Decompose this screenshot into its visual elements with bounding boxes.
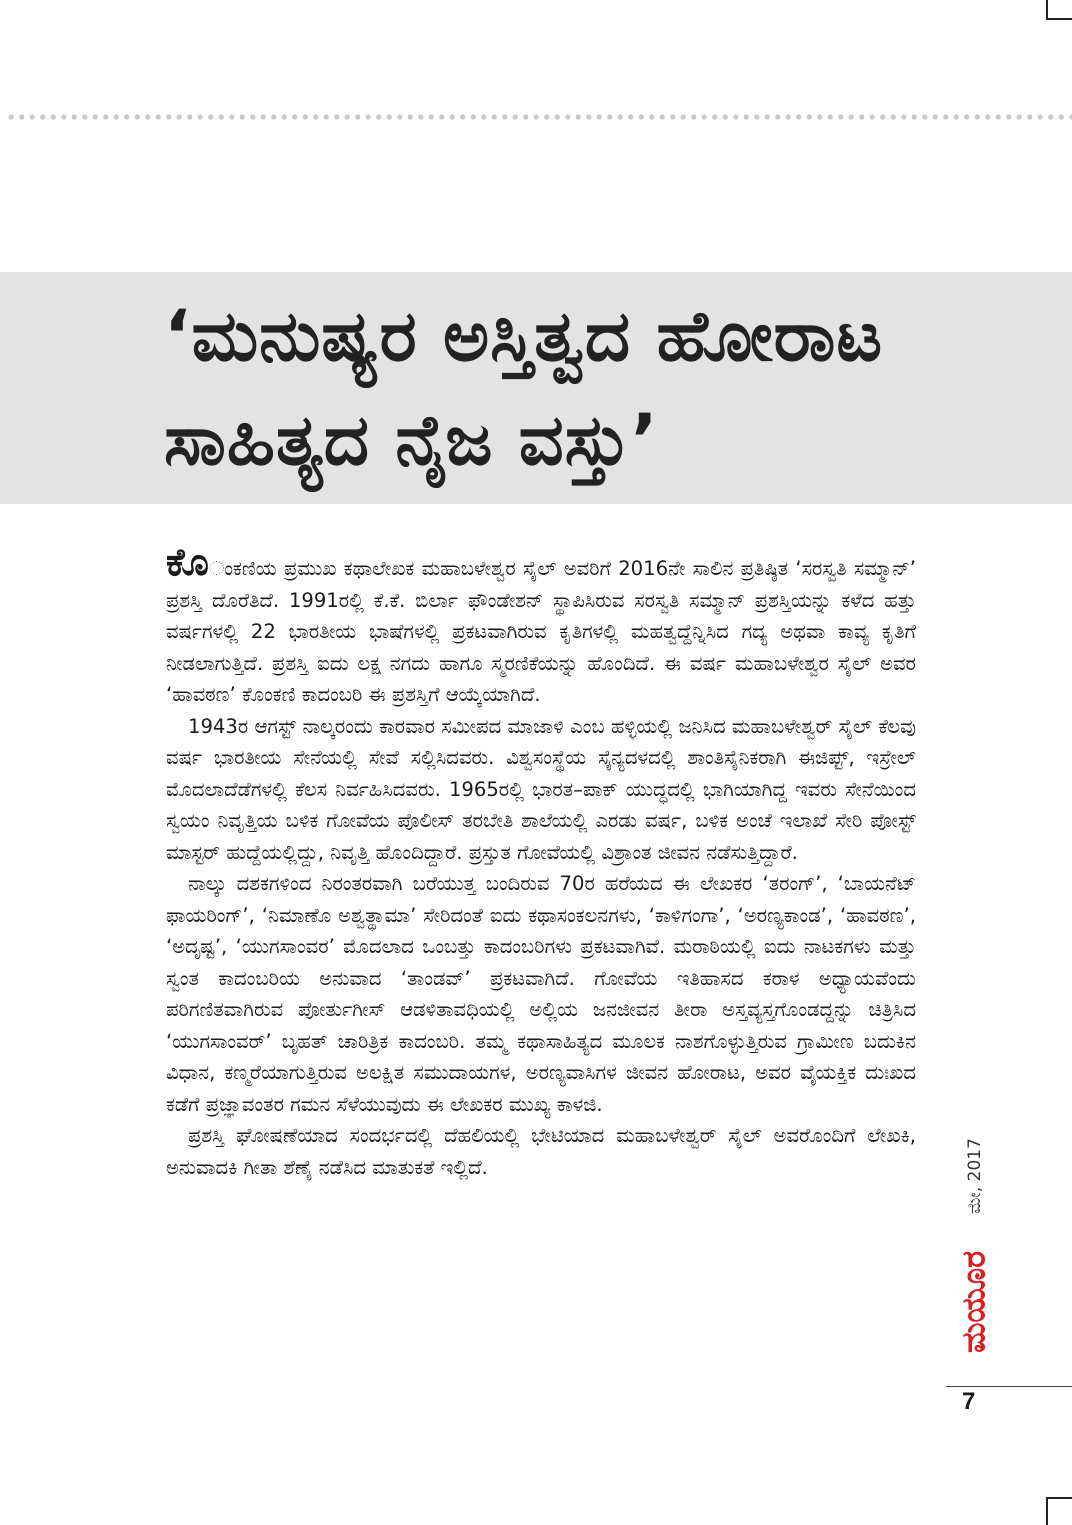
page-number-rule bbox=[946, 1386, 1072, 1387]
paragraph-4: ಪ್ರಶಸ್ತಿ ಘೋಷಣೆಯಾದ ಸಂದರ್ಭದಲ್ಲಿ ದೆಹಲಿಯಲ್ಲಿ ಭೇಟಿಯಾದ ಮಹಾಬಳೇಶ್ವರ್ ಸೈಲ್ ಅವರೊಂದಿಗೆ ಲೇಖಕಿ, ಅನುವಾದಕಿ ಗೀತಾ ಶೆಣೈ ನಡೆಸಿದ ಮಾತುಕತೆ ಇಲ್ಲಿದೆ. bbox=[166, 1124, 916, 1179]
crop-mark-bottom-right bbox=[1046, 1497, 1072, 1525]
paragraph-1-text: ಂಕಣಿಯ ಪ್ರಮುಖ ಕಥಾಲೇಖಕ ಮಹಾಬಳೇಶ್ವರ ಸೈಲ್ ಅವರಿಗೆ 2016ನೇ ಸಾಲಿನ ಪ್ರತಿಷ್ಠಿತ ‘ಸರಸ್ವತಿ ಸಮ್ಮಾನ್’ ಪ್ರಶಸ್ತಿ ದೊರೆತಿದೆ. 1991ರಲ್ಲಿ ಕೆ.ಕೆ. ಬಿರ್ಲಾ ಫೌಂಡೇಶನ್ ಸ್ಥಾಪಿಸಿರುವ ಸರಸ್ವತಿ ಸಮ್ಮಾನ್ ಪ್ರಶಸ್ತಿಯನ್ನು ಕಳೆದ ಹತ್ತು ವರ್ಷಗಳಲ್ಲಿ 22 ಭಾರತೀಯ ಭಾಷೆಗಳಲ್ಲಿ ಪ್ರಕಟವಾಗಿರುವ ಕೃತಿಗಳಲ್ಲಿ ಮಹತ್ವದ್ದೆನ್ನಿಸಿದ ಗದ್ಯ ಅಥವಾ ಕಾವ್ಯ ಕೃತಿಗೆ ನೀಡಲಾಗುತ್ತಿದೆ. ಪ್ರಶಸ್ತಿ ಐದು ಲಕ್ಷ ನಗದು ಹಾಗೂ ಸ್ಮರಣಿಕೆಯನ್ನು ಹೊಂದಿದೆ. ಈ ವರ್ಷ ಮಹಾಬಳೇಶ್ವರ ಸೈಲ್ ಅವರ ‘ಹಾವಠಣ’ ಕೊಂಕಣಿ ಕಾದಂಬರಿ ಈ ಪ್ರಶಸ್ತಿಗೆ ಆಯ್ಕೆಯಾಗಿದೆ. bbox=[166, 557, 916, 706]
title-line-2: ಸಾಹಿತ್ಯದ ನೈಜ ವಸ್ತು’ bbox=[164, 399, 659, 481]
paragraph-2: 1943ರ ಆಗಸ್ಟ್ ನಾಲ್ಕರಂದು ಕಾರವಾರ ಸಮೀಪದ ಮಾಜಾಳಿ ಎಂಬ ಹಳ್ಳಿಯಲ್ಲಿ ಜನಿಸಿದ ಮಹಾಬಳೇಶ್ವರ್ ಸೈಲ್ ಕೆಲವು ವರ್ಷ ಭಾರತೀಯ ಸೇನೆಯಲ್ಲಿ ಸೇವೆ ಸಲ್ಲಿಸಿದವರು. ವಿಶ್ವಸಂಸ್ಥೆಯ ಸೈನ್ಯದಳದಲ್ಲಿ ಶಾಂತಿಸೈನಿಕರಾಗಿ ಈಜಿಪ್ಟ್, ಇಸ್ರೇಲ್ ಮೊದಲಾದೆಡೆಗಳಲ್ಲಿ ಕೆಲಸ ನಿರ್ವಹಿಸಿದವರು. 1965ರಲ್ಲಿ ಭಾರತ–ಪಾಕ್ ಯುದ್ಧದಲ್ಲಿ ಭಾಗಿಯಾಗಿದ್ದ ಇವರು ಸೇನೆಯಿಂದ ಸ್ವಯಂ ನಿವೃತ್ತಿಯ ಬಳಿಕ ಗೋವೆಯ ಪೊಲೀಸ್ ತರಬೇತಿ ಶಾಲೆಯಲ್ಲಿ ಎರಡು ವರ್ಷ, ಬಳಿಕ ಅಂಚೆ ಇಲಾಖೆ ಸೇರಿ ಪೋಸ್ಟ್ ಮಾಸ್ಟರ್ ಹುದ್ದೆಯಲ್ಲಿದ್ದು, ನಿವೃತ್ತಿ ಹೊಂದಿದ್ದಾರೆ. ಪ್ರಸ್ತುತ ಗೋವೆಯಲ್ಲಿ ವಿಶ್ರಾಂತ ಜೀವನ ನಡೆಸುತ್ತಿದ್ದಾರೆ. bbox=[166, 714, 916, 864]
page-number: 7 bbox=[962, 1388, 976, 1415]
crop-mark-top-right bbox=[1046, 0, 1072, 20]
article-body bbox=[166, 540, 916, 1183]
dotted-separator bbox=[6, 114, 1072, 120]
magazine-logo bbox=[950, 1232, 998, 1372]
magazine-logo-text: ಮಯೂರ bbox=[954, 1250, 993, 1354]
article-title bbox=[164, 284, 1044, 492]
issue-date bbox=[960, 1136, 990, 1216]
drop-cap: ಕೊ bbox=[166, 540, 209, 584]
issue-date-text: ಮೇ, 2017 bbox=[965, 1138, 985, 1214]
paragraph-3: ನಾಲ್ಕು ದಶಕಗಳಿಂದ ನಿರಂತರವಾಗಿ ಬರೆಯುತ್ತ ಬಂದಿರುವ 70ರ ಹರೆಯದ ಈ ಲೇಖಕರ ‘ತರಂಗ್’, ‘ಬಾಯನೆಟ್ ಫಾಯರಿಂಗ್’, ‘ನಿಮಾಣೊ ಅಶ್ವತ್ಥಾಮಾ’ ಸೇರಿದಂತೆ ಐದು ಕಥಾಸಂಕಲನಗಳು, ‘ಕಾಳಿಗಂಗಾ’, ‘ಅರಣ್ಯಕಾಂಡ’, ‘ಹಾವಠಣ’, ‘ಅದೃಷ್ಟ’, ‘ಯುಗಸಾಂವರ’ ಮೊದಲಾದ ಒಂಬತ್ತು ಕಾದಂಬರಿಗಳು ಪ್ರಕಟವಾಗಿವೆ. ಮರಾಠಿಯಲ್ಲಿ ಐದು ನಾಟಕಗಳು ಮತ್ತು ಸ್ವಂತ ಕಾದಂಬರಿಯ ಅನುವಾದ ‘ತಾಂಡವ್’ ಪ್ರಕಟವಾಗಿದೆ. ಗೋವೆಯ ಇತಿಹಾಸದ ಕರಾಳ ಅಧ್ಯಾಯವೆಂದು ಪರಿಗಣಿತವಾಗಿರುವ ಪೋರ್ತುಗೀಸ್ ಆಡಳಿತಾವಧಿಯಲ್ಲಿ ಅಲ್ಲಿಯ ಜನಜೀವನ ತೀರಾ ಅಸ್ತವ್ಯಸ್ತಗೊಂಡದ್ದನ್ನು ಚಿತ್ರಿಸಿದ ‘ಯುಗಸಾಂವರ್’ ಬೃಹತ್ ಚಾರಿತ್ರಿಕ ಕಾದಂಬರಿ. ತಮ್ಮ ಕಥಾಸಾಹಿತ್ಯದ ಮೂಲಕ ನಾಶಗೊಳ್ಳುತ್ತಿರುವ ಗ್ರಾಮೀಣ ಬದುಕಿನ ವಿಧಾನ, ಕಣ್ಮರೆಯಾಗುತ್ತಿರುವ ಅಲಕ್ಷಿತ ಸಮುದಾಯಗಳ, ಅರಣ್ಯವಾಸಿಗಳ ಜೀವನ ಹೋರಾಟ, ಅವರ ವೈಯಕ್ತಿಕ ದುಃಖದ ಕಡೆಗೆ ಪ್ರಜ್ಞಾವಂತರ ಗಮನ ಸೆಳೆಯುವುದು ಈ ಲೇಖಕರ ಮುಖ್ಯ ಕಾಳಜಿ. bbox=[166, 872, 916, 1116]
paragraph-1 bbox=[166, 540, 916, 711]
title-line-1: ‘ಮನುಷ್ಯರ ಅಸ್ತಿತ್ವದ ಹೋರಾಟ bbox=[164, 295, 884, 377]
